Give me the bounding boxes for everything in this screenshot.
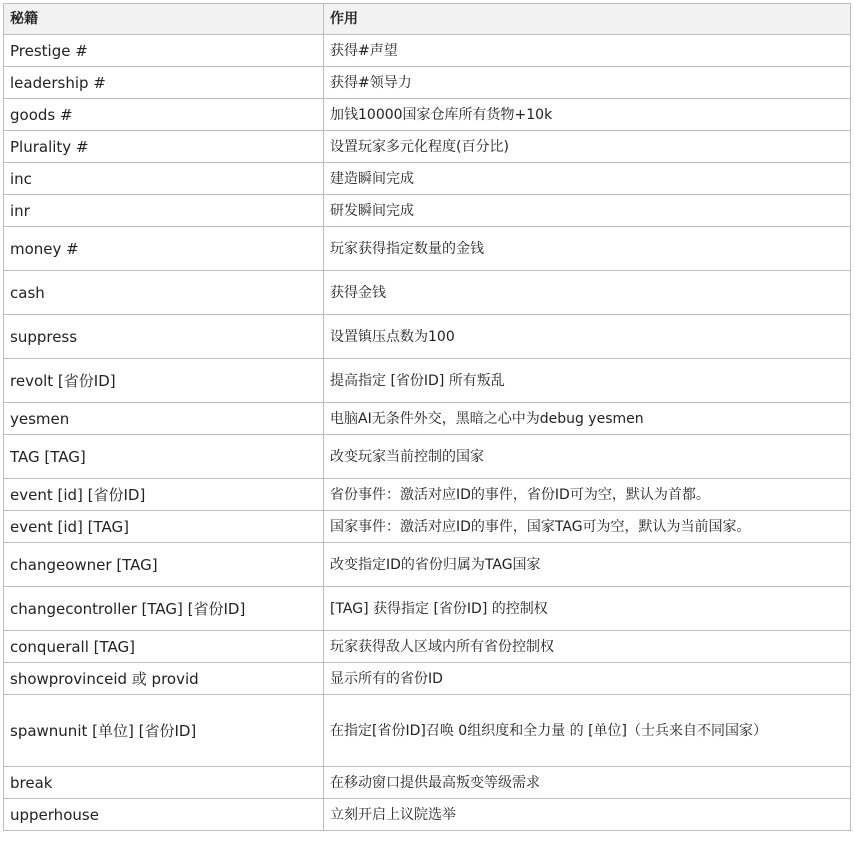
table-body xyxy=(4,35,851,831)
cheat-command-cell: revolt [省份ID] xyxy=(4,359,324,403)
cheat-command-cell: inc xyxy=(4,163,324,195)
table-row xyxy=(4,631,851,663)
cheat-command-cell: break xyxy=(4,767,324,799)
table-row xyxy=(4,543,851,587)
cheat-effect-cell: 加钱10000国家仓库所有货物+10k xyxy=(324,99,851,131)
cheat-command-cell: spawnunit [单位] [省份ID] xyxy=(4,695,324,767)
table-row xyxy=(4,35,851,67)
cheat-effect-cell: 在移动窗口提供最高叛变等级需求 xyxy=(324,767,851,799)
cheat-command-cell: changecontroller [TAG] [省份ID] xyxy=(4,587,324,631)
cheat-effect-cell: 电脑AI无条件外交，黑暗之心中为debug yesmen xyxy=(324,403,851,435)
cheat-command-cell: upperhouse xyxy=(4,799,324,831)
column-header-effect: 作用 xyxy=(324,4,851,35)
cheat-effect-cell: 改变玩家当前控制的国家 xyxy=(324,435,851,479)
table-row xyxy=(4,195,851,227)
cheat-command-cell: cash xyxy=(4,271,324,315)
cheat-command-cell: conquerall [TAG] xyxy=(4,631,324,663)
cheat-effect-cell: 研发瞬间完成 xyxy=(324,195,851,227)
cheat-effect-cell: 设置玩家多元化程度(百分比) xyxy=(324,131,851,163)
table-row xyxy=(4,767,851,799)
cheat-command-cell: yesmen xyxy=(4,403,324,435)
cheat-command-cell: TAG [TAG] xyxy=(4,435,324,479)
cheat-effect-cell: 改变指定ID的省份归属为TAG国家 xyxy=(324,543,851,587)
cheat-effect-cell: [TAG] 获得指定 [省份ID] 的控制权 xyxy=(324,587,851,631)
cheat-effect-cell: 获得金钱 xyxy=(324,271,851,315)
table-row xyxy=(4,99,851,131)
cheat-command-cell: suppress xyxy=(4,315,324,359)
cheat-command-cell: money # xyxy=(4,227,324,271)
table-row xyxy=(4,227,851,271)
cheat-command-cell: event [id] [省份ID] xyxy=(4,479,324,511)
cheat-command-cell: inr xyxy=(4,195,324,227)
table-row xyxy=(4,799,851,831)
cheat-effect-cell: 获得#领导力 xyxy=(324,67,851,99)
table-row xyxy=(4,131,851,163)
table-row xyxy=(4,163,851,195)
cheat-effect-cell: 在指定[省份ID]召唤 0组织度和全力量 的 [单位]（士兵来自不同国家） xyxy=(324,695,851,767)
cheat-effect-cell: 提高指定 [省份ID] 所有叛乱 xyxy=(324,359,851,403)
table-row xyxy=(4,511,851,543)
cheat-command-cell: showprovinceid 或 provid xyxy=(4,663,324,695)
column-header-cheat: 秘籍 xyxy=(4,4,324,35)
cheat-command-cell: event [id] [TAG] xyxy=(4,511,324,543)
table-row xyxy=(4,479,851,511)
cheat-effect-cell: 设置镇压点数为100 xyxy=(324,315,851,359)
header-row xyxy=(4,4,851,35)
table-row xyxy=(4,663,851,695)
table-row xyxy=(4,359,851,403)
table-row xyxy=(4,271,851,315)
cheat-effect-cell: 立刻开启上议院选举 xyxy=(324,799,851,831)
table-row xyxy=(4,315,851,359)
table-row xyxy=(4,435,851,479)
cheat-command-cell: goods # xyxy=(4,99,324,131)
cheat-table xyxy=(3,3,851,831)
table-row xyxy=(4,67,851,99)
cheat-command-cell: Plurality # xyxy=(4,131,324,163)
cheat-effect-cell: 建造瞬间完成 xyxy=(324,163,851,195)
cheat-effect-cell: 国家事件：激活对应ID的事件，国家TAG可为空，默认为当前国家。 xyxy=(324,511,851,543)
cheat-effect-cell: 省份事件：激活对应ID的事件，省份ID可为空，默认为首都。 xyxy=(324,479,851,511)
table-row xyxy=(4,695,851,767)
cheat-command-cell: leadership # xyxy=(4,67,324,99)
cheat-effect-cell: 获得#声望 xyxy=(324,35,851,67)
table-row xyxy=(4,403,851,435)
cheat-effect-cell: 显示所有的省份ID xyxy=(324,663,851,695)
cheat-command-cell: changeowner [TAG] xyxy=(4,543,324,587)
cheat-effect-cell: 玩家获得指定数量的金钱 xyxy=(324,227,851,271)
cheat-effect-cell: 玩家获得敌人区域内所有省份控制权 xyxy=(324,631,851,663)
cheat-command-cell: Prestige # xyxy=(4,35,324,67)
table-row xyxy=(4,587,851,631)
